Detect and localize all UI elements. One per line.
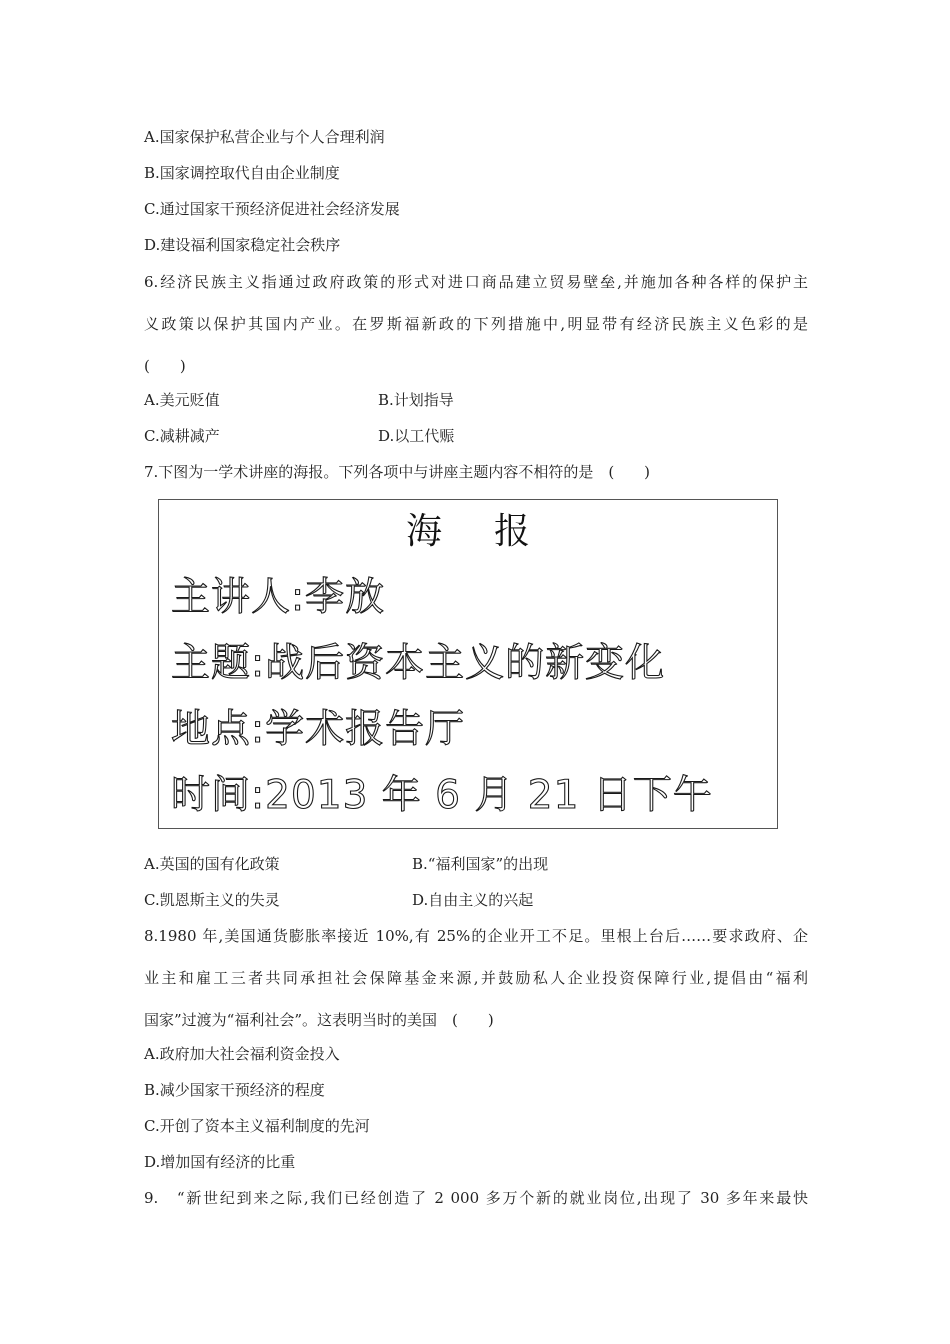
q5-option-b: B.国家调控取代自由企业制度 — [144, 164, 340, 182]
q8-stem-line3: 国家”过渡为“福利社会”。这表明当时的美国 ( ) — [144, 1011, 494, 1029]
q6-option-b: B.计划指导 — [378, 391, 454, 409]
q7-option-b: B.“福利国家”的出现 — [412, 855, 549, 873]
poster-title: 海报 — [405, 511, 582, 552]
q8-stem-line2: 业主和雇工三者共同承担社会保障基金来源,并鼓励私人企业投资保障行业,提倡由“福利 — [144, 969, 808, 987]
q6-stem-line1: 6.经济民族主义指通过政府政策的形式对进口商品建立贸易壁垒,并施加各种各样的保护主 — [144, 273, 808, 291]
q9-stem-line1: 9. “新世纪到来之际,我们已经创造了 2 000 多万个新的就业岗位,出现了 30 多年来最快 — [144, 1189, 808, 1207]
q5-option-a: A.国家保护私营企业与个人合理利润 — [144, 128, 385, 146]
q8-option-a: A.政府加大社会福利资金投入 — [144, 1045, 340, 1063]
q6-option-a: A.美元贬值 — [144, 391, 220, 409]
poster-time: 时间:2013 年 6 月 21 日下午 — [171, 773, 713, 818]
lecture-poster — [158, 499, 778, 829]
q5-option-c: C.通过国家干预经济促进社会经济发展 — [144, 200, 400, 218]
poster-location: 地点:学术报告厅 — [171, 707, 466, 752]
q7-stem: 7.下图为一学术讲座的海报。下列各项中与讲座主题内容不相符的是 ( ) — [144, 463, 651, 481]
q7-option-d: D.自由主义的兴起 — [412, 891, 534, 909]
q7-option-a: A.英国的国有化政策 — [144, 855, 280, 873]
poster-topic: 主题:战后资本主义的新变化 — [171, 641, 666, 686]
q8-option-b: B.减少国家干预经济的程度 — [144, 1081, 325, 1099]
q6-option-c: C.减耕减产 — [144, 427, 220, 445]
poster-speaker: 主讲人:李放 — [171, 575, 386, 620]
q8-option-c: C.开创了资本主义福利制度的先河 — [144, 1117, 370, 1135]
q6-stem-line2: 义政策以保护其国内产业。在罗斯福新政的下列措施中,明显带有经济民族主义色彩的是 — [144, 315, 808, 333]
q7-option-c: C.凯恩斯主义的失灵 — [144, 891, 280, 909]
q6-answer-bracket: ( ) — [144, 357, 186, 375]
q5-option-d: D.建设福利国家稳定社会秩序 — [144, 236, 341, 254]
q6-option-d: D.以工代赈 — [378, 427, 455, 445]
q8-option-d: D.增加国有经济的比重 — [144, 1153, 296, 1171]
q8-stem-line1: 8.1980 年,美国通货膨胀率接近 10%,有 25%的企业开工不足。里根上台后……要求政府、企 — [144, 927, 808, 945]
